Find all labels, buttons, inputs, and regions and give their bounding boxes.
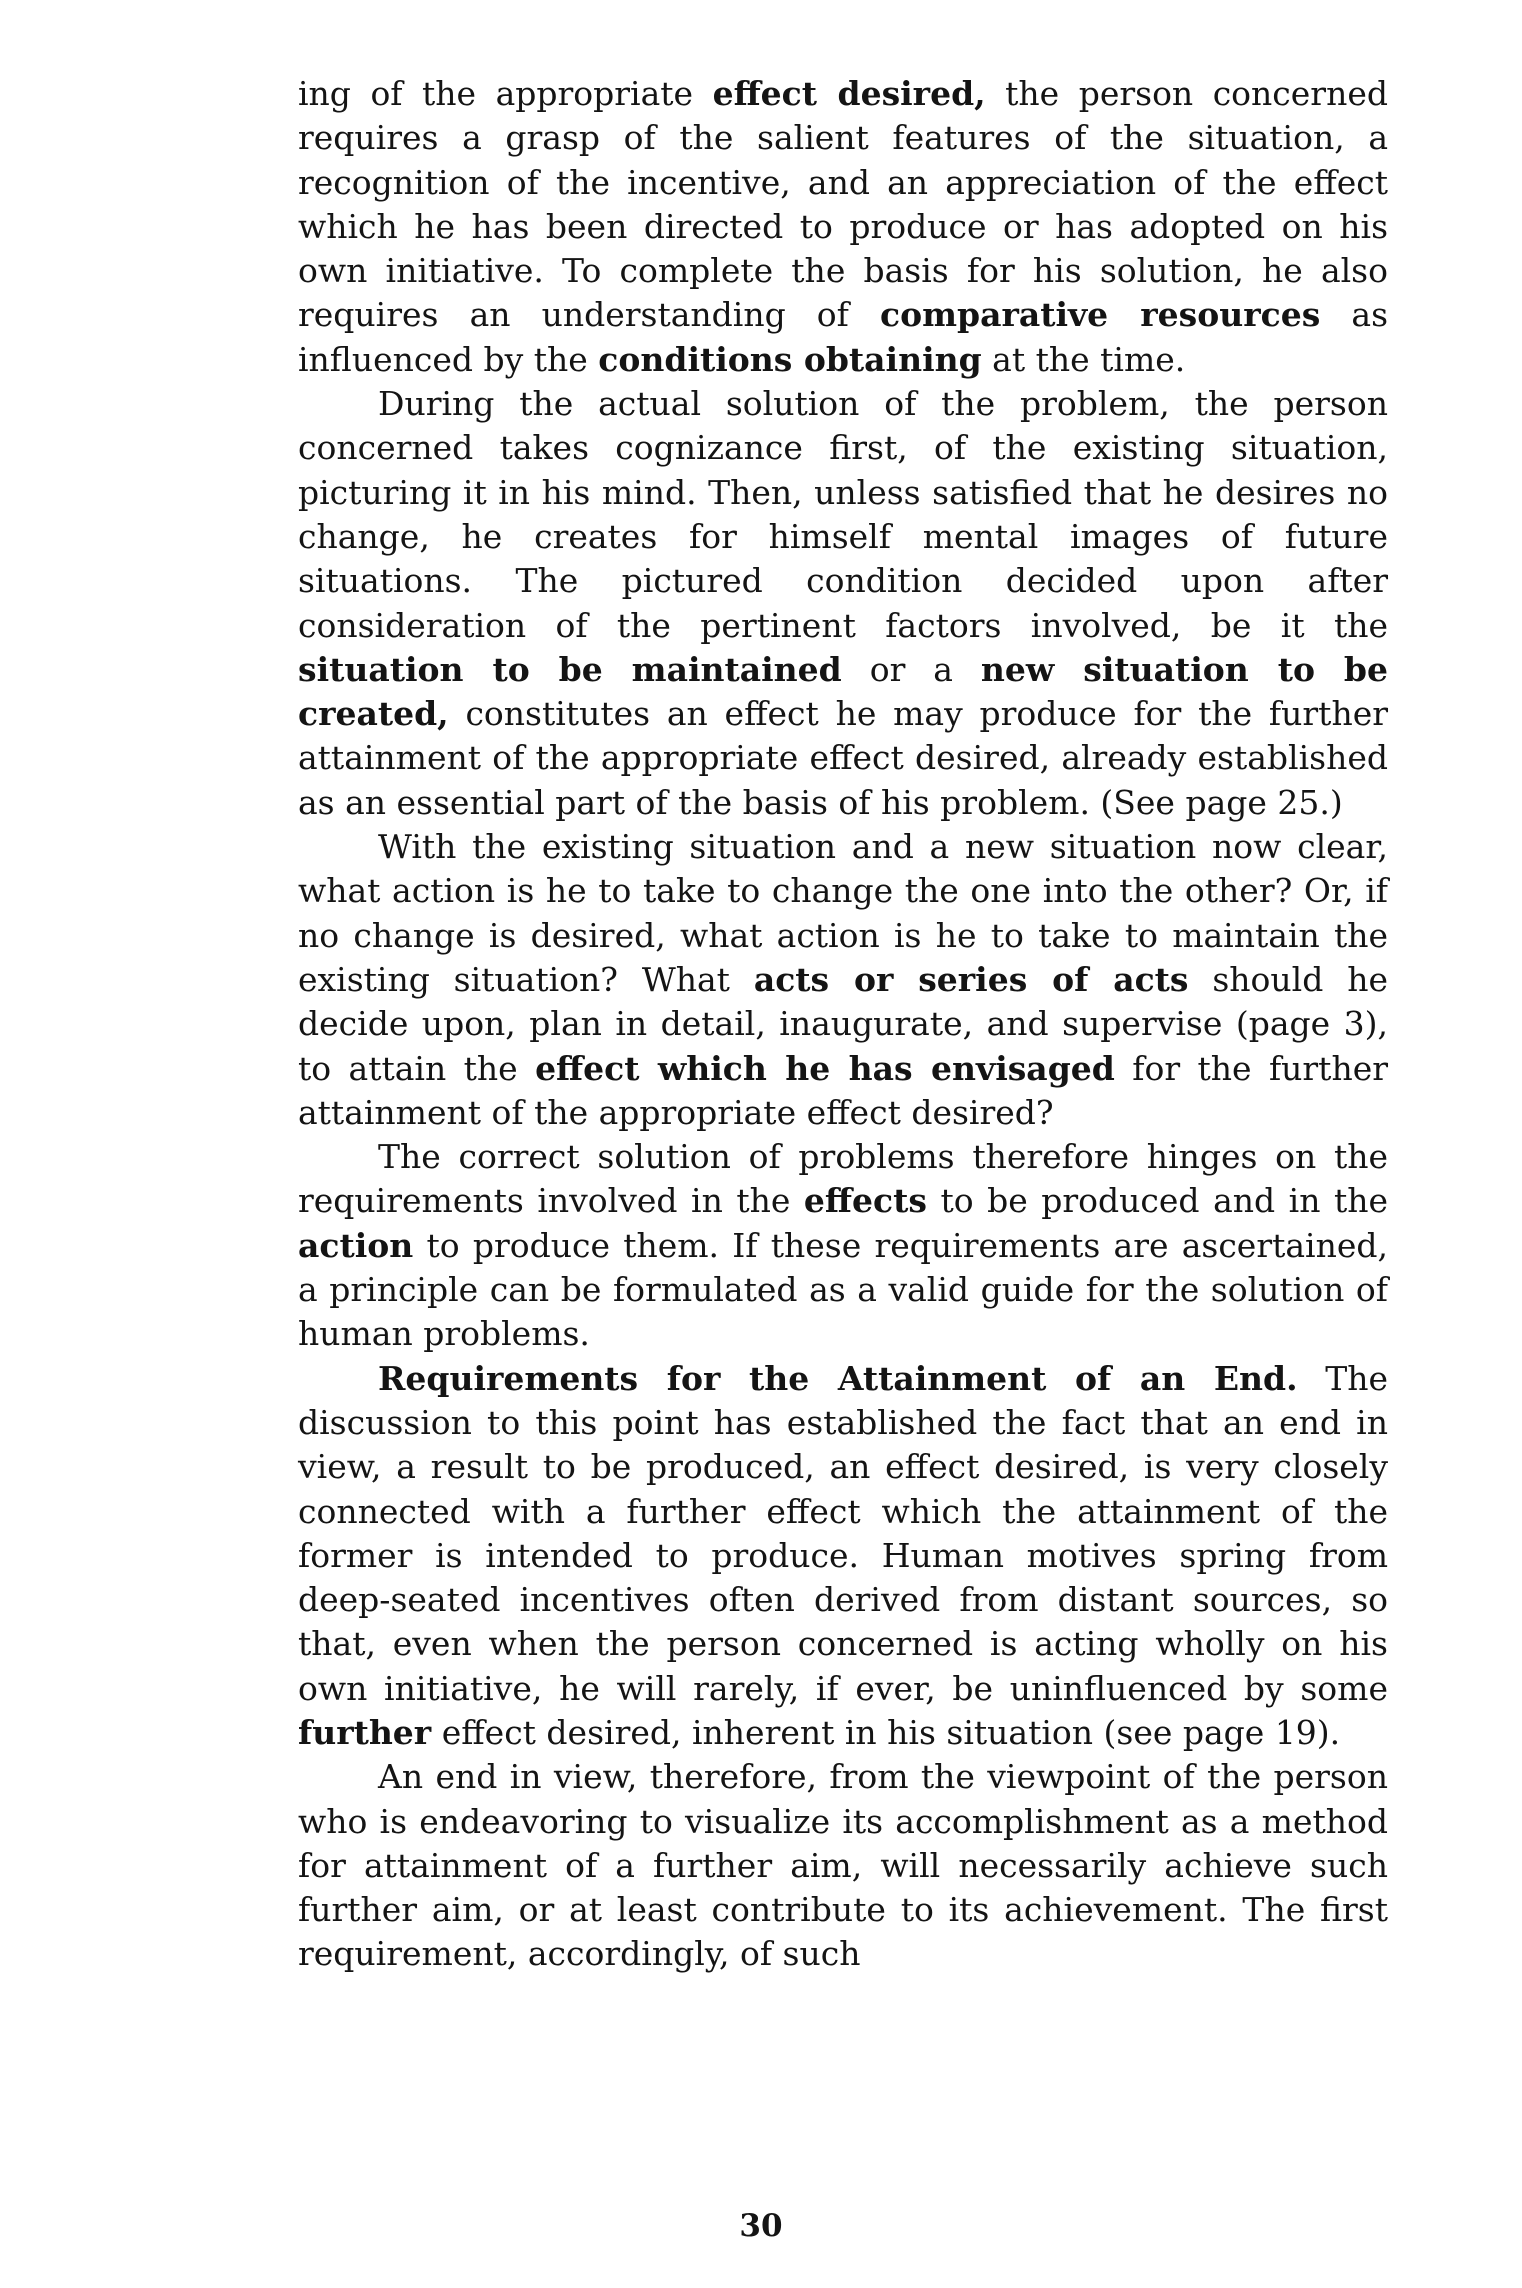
p1-text-3: as influenced by the xyxy=(298,295,1389,379)
paragraph-6 xyxy=(298,1755,1388,1976)
p2-text-3: constitutes an effect he may produce for the further attainment of the appropriate effect desired, already established as an essential part of the basis of his problem. (See page 25.) xyxy=(298,694,1388,822)
p1-text-2: the person concerned requires a grasp of the salient features of the situation, a recognition of the incentive, and an appreciation of the effect which he has been directed to produce or has adopted on his own initiative. To complete the basis for his solution, he also requires an understanding of xyxy=(298,74,1388,335)
p2-text-1: During the actual solution of the problem, the person concerned takes cognizance first, of the existing situation, picturing it in his mind. Then, unless satisfied that he desires no change, he creates for himself mental images of future situations. The pictured condition decided upon after consideration of the pertinent factors involved, be it the xyxy=(298,384,1388,645)
p4-text-2: to be produced and in the xyxy=(926,1181,1389,1221)
page-body xyxy=(298,72,1388,1977)
p1-text-1: ing of the appropriate xyxy=(298,74,713,113)
p4-bold-effects: effects xyxy=(803,1181,927,1221)
section-heading: Requirements for the Attainment of an End. xyxy=(378,1358,1298,1398)
p6-text-1: An end in view, therefore, from the viewpoint of the person who is endeavoring to visualize its accomplishment as a method for attainment of a further aim, will necessarily achieve such further aim, or at least contribute to its achievement. The first requirement, accordingly, of such xyxy=(298,1757,1388,1974)
paragraph-1 xyxy=(298,72,1388,382)
p2-bold-situation-maintained: situation to be maintained xyxy=(298,649,842,689)
paragraph-5 xyxy=(298,1357,1388,1756)
p5-text-1: The discussion to this point has established the fact that an end in view, a result to be produced, an effect desired, is very closely connected with a further effect which the attainment of the former is intended to produce. Human motives spring from deep-seated incentives often derived from distant sources, so that, even when the person concerned is acting wholly on his own initiative, he will rarely, if ever, be uninfluenced by some xyxy=(298,1358,1388,1708)
p1-text-4: at the time. xyxy=(981,339,1186,379)
p1-bold-comparative-resources: comparative resources xyxy=(879,295,1321,335)
p3-text-3: for the further attainment of the appropriate effect desired? xyxy=(298,1048,1389,1132)
p3-bold-effect-envisaged: effect which he has envisaged xyxy=(535,1048,1115,1088)
p1-bold-conditions-obtaining: conditions obtaining xyxy=(598,339,982,379)
paragraph-3 xyxy=(298,825,1388,1135)
p4-text-1: The correct solution of problems therefore hinges on the requirements involved in the xyxy=(298,1137,1388,1221)
p2-bold-new-situation: new situation to be created, xyxy=(298,649,1389,734)
p4-bold-action: action xyxy=(298,1225,414,1265)
paragraph-4 xyxy=(298,1135,1388,1356)
p5-text-2: effect desired, inherent in his situation (see page 19). xyxy=(431,1712,1341,1752)
p5-bold-further: further xyxy=(298,1712,432,1752)
p4-text-3: to produce them. If these requirements are ascertained, a principle can be formulated as a valid guide for the solution of human problems. xyxy=(298,1225,1388,1354)
p2-text-2: or a xyxy=(841,649,981,689)
p3-bold-acts: acts or series of acts xyxy=(753,959,1189,999)
page-number: 30 xyxy=(739,2208,783,2244)
p3-text-1: With the existing situation and a new situation now clear, what action is he to take to change the one into the other? Or, if no change is desired, what action is he to take to maintain the existing situation? What xyxy=(298,827,1388,999)
p1-bold-effect-desired: effect desired, xyxy=(712,74,986,113)
paragraph-2 xyxy=(298,382,1388,825)
p3-text-2: should he decide upon, plan in detail, inaugurate, and supervise (page 3), to attain the xyxy=(298,959,1388,1088)
